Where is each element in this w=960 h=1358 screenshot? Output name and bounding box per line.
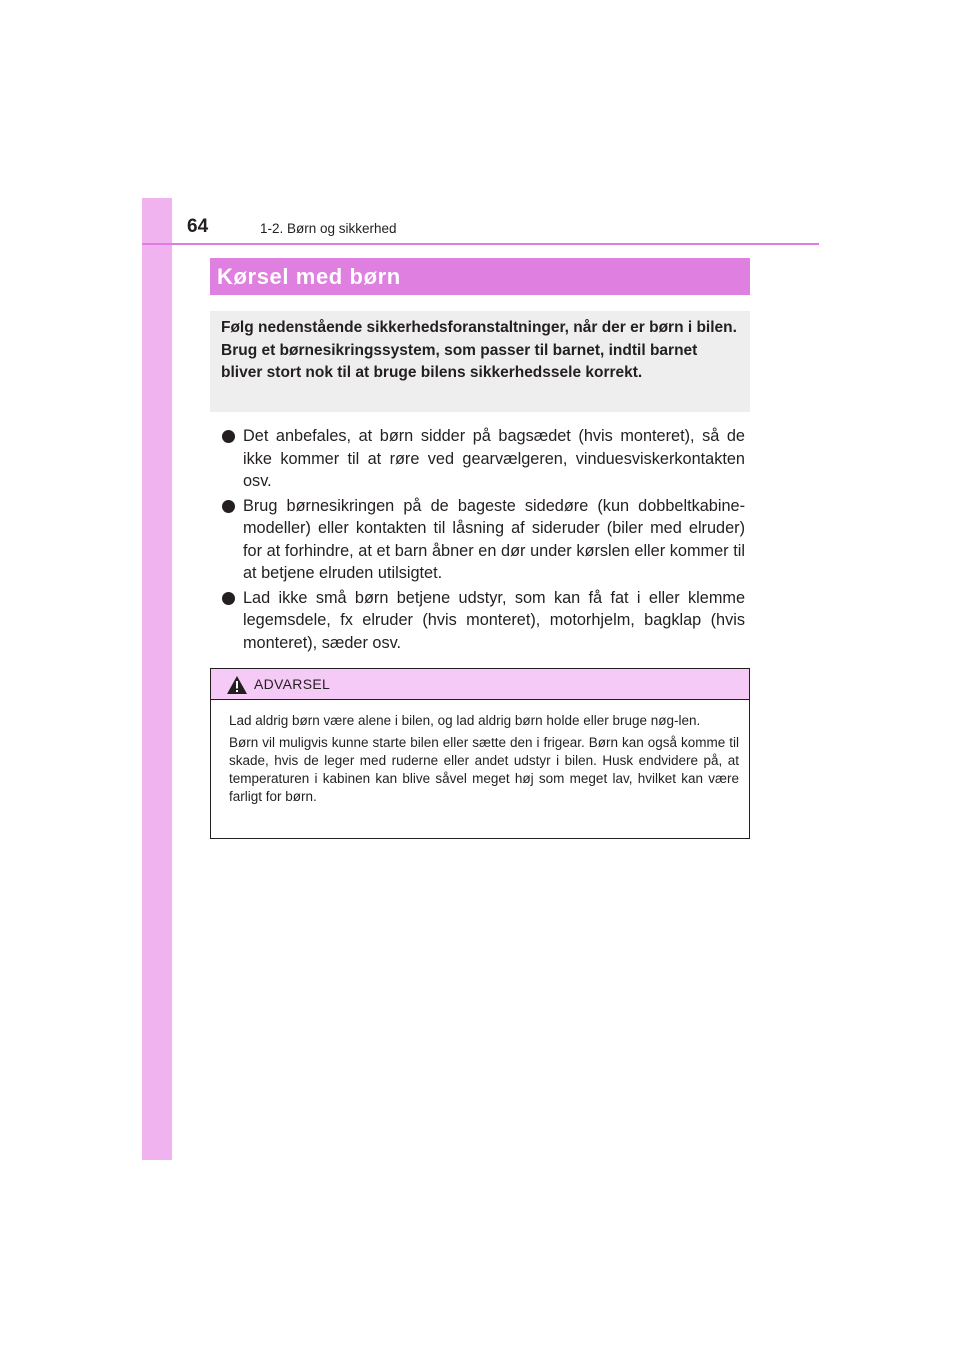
bullet-text: Det anbefales, at børn sidder på bagsædet (hvis monteret), så de ikke kommer til at røre ved gearvælgeren, vinduesviskerkontakten osv. — [243, 427, 745, 490]
intro-paragraph: Brug et børnesikringssystem, som passer til barnet, indtil barnet bliver stort nok til at bruge bilens sikkerhedssele korrekt. — [221, 341, 698, 381]
bullet-icon — [222, 500, 235, 513]
warning-body — [211, 700, 749, 806]
bullet-icon — [222, 592, 235, 605]
section-title: Kørsel med børn — [210, 258, 750, 295]
bullet-item — [222, 587, 745, 655]
header-rule — [142, 243, 819, 245]
bullet-item — [222, 495, 745, 585]
warning-header — [211, 669, 749, 700]
page-number: 64 — [187, 216, 209, 237]
warning-paragraph: Børn vil muligvis kunne starte bilen eller sætte den i frigear. Børn kan også komme til skade, hvis de leger med ruderne eller andet udstyr i bilen. Husk endvidere på, at temperaturen i kabinen kan blive såvel meget høj som meget lav, hvilket kan være farligt for børn. — [229, 735, 739, 804]
warning-triangle-icon — [226, 675, 248, 695]
bullet-icon — [222, 430, 235, 443]
warning-box — [210, 668, 750, 839]
bullet-text: Brug børnesikringen på de bageste sidedøre (kun dobbeltkabine-modeller) eller kontakten til låsning af sideruder (biler med elruder) for at forhindre, at et barn åbner en dør under kørslen eller kommer til at betjene elruden utilsigtet. — [243, 496, 745, 582]
warning-paragraph: Lad aldrig børn være alene i bilen, og lad aldrig børn holde eller bruge nøg-len. — [229, 713, 701, 728]
bullet-item — [222, 425, 745, 493]
intro-box — [210, 311, 750, 412]
bullet-text: Lad ikke små børn betjene udstyr, som kan få fat i eller klemme legemsdele, fx elruder (hvis monteret), motorhjelm, bagklap (hvis monteret), sæder osv. — [243, 588, 745, 652]
side-strip — [142, 198, 172, 1160]
bullet-list — [222, 425, 745, 656]
running-head: 1-2. Børn og sikkerhed — [260, 221, 397, 236]
intro-paragraph: Følg nedenstående sikkerhedsforanstaltninger, når der er børn i bilen. — [221, 319, 737, 336]
warning-label: ADVARSEL — [254, 676, 331, 692]
